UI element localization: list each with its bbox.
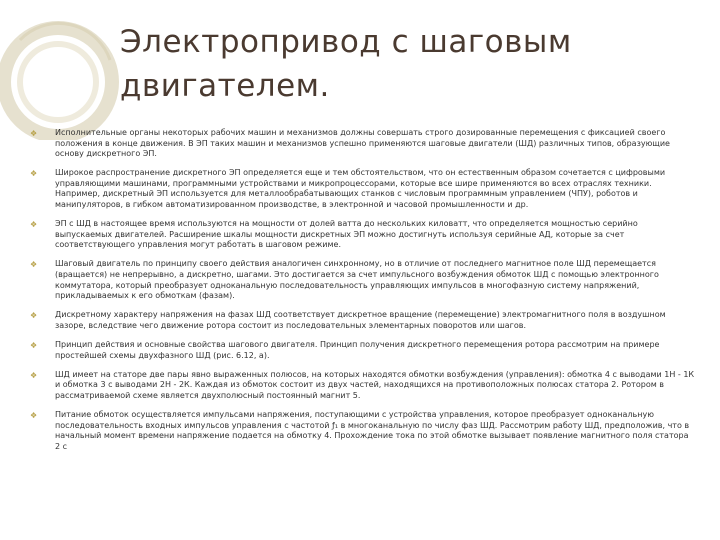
bullet-text: Широкое распространение дискретного ЭП определяется еще и тем обстоятельством, что он естественным образом сочетается с цифровыми управляющими машинами, программными устройствами и микропроцессорами, которые все шире применяются во всех отраслях техники. Например, дискретный ЭП используется для металлообрабатывающих станков с числовым программным управлением (ЧПУ), роботов и манипуляторов, в гибком автоматизированном производстве, в электронной и часовой промышленности и др. <box>55 168 666 210</box>
bullet-list <box>30 128 696 461</box>
title-line-1: Электропривод с шаговым <box>120 24 572 60</box>
bullet-item <box>30 168 696 210</box>
decorative-rings <box>0 0 140 140</box>
slide-title <box>120 20 680 108</box>
bullet-item <box>30 259 696 301</box>
bullet-text: Шаговый двигатель по принципу своего действия аналогичен синхронному, но в отличие от последнего магнитное поле ШД перемещается (вращается) не непрерывно, а дискретно, шагами. Это достигается за счет импульсного возбуждения обмоток ШД с помощью электронного коммутатора, который преобразует одноканальную последовательность управляющих импульсов в многофазную систему напряжений, прикладываемых к его обмоткам (фазам). <box>55 259 659 301</box>
bullet-item <box>30 219 696 251</box>
bullet-text: Дискретному характеру напряжения на фазах ШД соответствует дискретное вращение (перемещение) электромагнитного поля в воздушном зазоре, вследствие чего движение ротора состоит из последовательных элементарных поворотов или шагов. <box>55 310 666 330</box>
inner-ring <box>20 44 96 120</box>
bullet-item <box>30 410 696 452</box>
bullet-icon: ❖ <box>30 410 38 420</box>
title-line-2: двигателем. <box>120 68 330 104</box>
bullet-text: ШД имеет на статоре две пары явно выраженных полюсов, на которых находятся обмотки возбуждения (управления): обмотка 4 с выводами 1Н - 1К и обмотка 3 с выводами 2Н - 2К. Каждая из обмоток состоит из двух частей, находящихся на противоположных полюсах статора 2. Ротором в рассматриваемой схеме является двухполюсный постоянный магнит 5. <box>55 369 695 400</box>
bullet-icon: ❖ <box>30 169 38 179</box>
bullet-icon: ❖ <box>30 341 38 350</box>
bullet-item <box>30 128 696 160</box>
bullet-icon: ❖ <box>30 220 38 230</box>
bullet-icon: ❖ <box>30 370 38 380</box>
bullet-text: Питание обмоток осуществляется импульсами напряжения, поступающими с устройства управления, которое преобразует одноканальную последовательность входных импульсов управления с частотой ƒ₁ в многоканальную по числу фаз ШД. Рассмотрим работу ШД, предположив, что в начальный момент времени напряжение подается на обмотку 4. Прохождение тока по этой обмотке вызывает появление магнитного поля статора 2 с <box>55 409 690 451</box>
bullet-item <box>30 340 696 361</box>
bullet-item <box>30 370 696 402</box>
bullet-icon: ❖ <box>30 260 38 270</box>
bullet-icon: ❖ <box>30 129 38 138</box>
bullet-text: ЭП с ШД в настоящее время используются на мощности от долей ватта до нескольких киловатт, что определяется мощностью серийно выпускаемых двигателей. Расширение шкалы мощности дискретных ЭП можно достигнуть используя серийные АД, которые за счет соответствующего управления могут работать в шаговом режиме. <box>55 219 638 250</box>
bullet-text: Исполнительные органы некоторых рабочих машин и механизмов должны совершать строго дозированные перемещения с фиксацией своего положения в конце движения. В ЭП таких машин и механизмов успешно применяются шаговые двигатели (ШД) различных типов, образующие основу дискретного ЭП. <box>55 128 670 159</box>
bullet-item <box>30 310 696 331</box>
bullet-text: Принцип действия и основные свойства шагового двигателя. Принцип получения дискретного перемещения ротора рассмотрим на примере простейшей схемы двухфазного ШД (рис. 6.12, а). <box>55 340 660 360</box>
bullet-icon: ❖ <box>30 311 38 321</box>
